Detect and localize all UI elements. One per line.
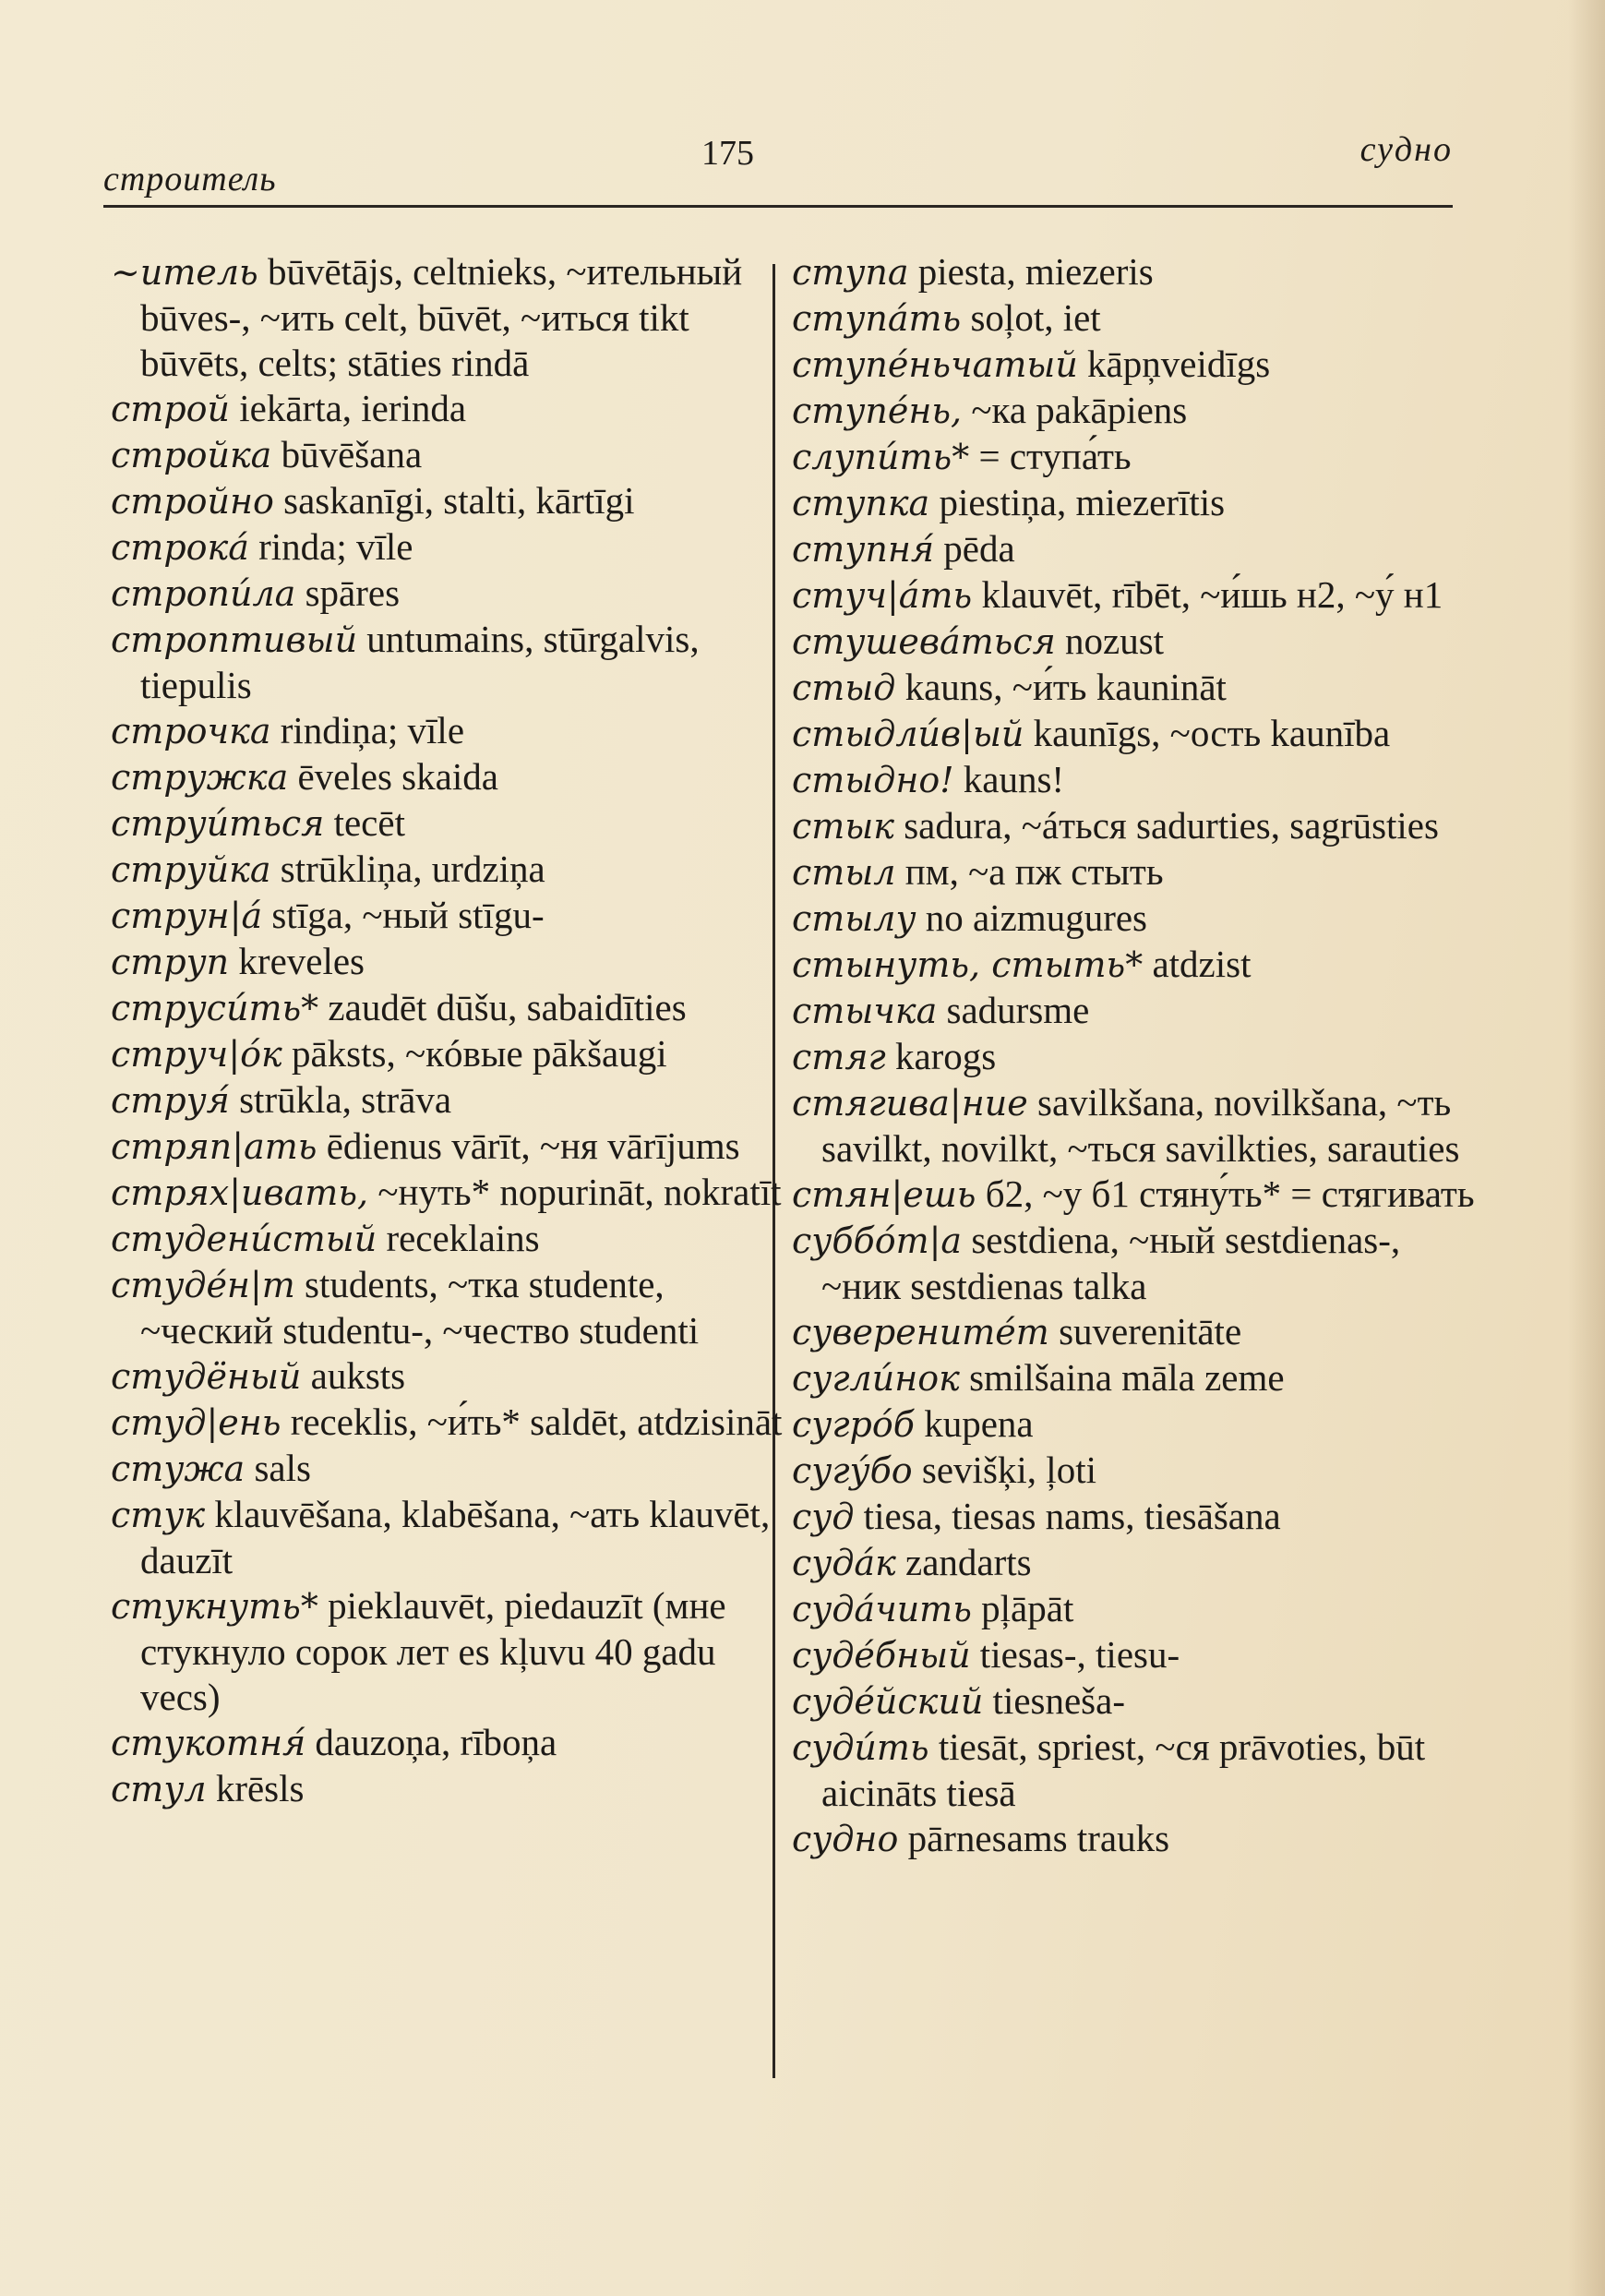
entry-definition: tiesneša-: [983, 1679, 1125, 1722]
entry-definition: kupena: [914, 1402, 1034, 1445]
entry-headword: струси́ть*: [111, 988, 319, 1028]
entry-headword: ступе́нь,: [792, 391, 963, 431]
entry-definition: kreveles: [229, 940, 365, 982]
entry-definition: = ступа́ть: [969, 435, 1132, 477]
entry-headword: стылу: [792, 898, 916, 939]
entry-definition: sadura, ~áться sadurties, sagrūsties: [893, 804, 1439, 847]
entry-headword: стыд: [792, 667, 896, 708]
entry-headword: слупи́ть*: [792, 437, 970, 477]
entry-definition: tiesa, tiesas nams, tiesāšana: [854, 1495, 1281, 1537]
entry-definition: rindiņa; vīle: [270, 709, 465, 751]
dictionary-entry: [792, 388, 1479, 434]
entry-definition: sestdiena, ~ный sestdienas-, ~ник sestdienas talka: [821, 1219, 1401, 1307]
entry-headword: стынуть, стыть*: [792, 944, 1144, 985]
entry-definition: savilkšana, novilkšana, ~ть savilkt, novilkt, ~ться savilkties, sarauties: [821, 1081, 1460, 1170]
entry-definition: б2, ~у б1 стяну́ть* = стягивать: [976, 1172, 1475, 1215]
entry-headword: суде́бный: [792, 1635, 971, 1676]
entry-headword: струп: [111, 942, 230, 982]
entry-definition: rinda; vīle: [248, 525, 413, 568]
entry-headword: стык: [792, 806, 894, 847]
entry-headword: струйка: [111, 849, 271, 890]
entry-definition: kāpņveidīgs: [1077, 343, 1271, 385]
dictionary-entry: [792, 1355, 1479, 1401]
page-number: 175: [701, 134, 754, 173]
entry-definition: tiesas-, tiesu-: [970, 1633, 1180, 1676]
entry-headword: суди́ть: [792, 1727, 929, 1768]
entry-definition: saskanīgi, stalti, kārtīgi: [273, 479, 635, 522]
dictionary-entry: [111, 1124, 794, 1170]
entry-definition: karogs: [885, 1035, 997, 1077]
entry-headword: суд: [792, 1497, 855, 1537]
entry-headword: стукотня́: [111, 1723, 306, 1763]
entry-definition: suverenitāte: [1048, 1310, 1242, 1352]
entry-headword: стушева́ться: [792, 621, 1056, 662]
entry-headword: струн|á: [111, 896, 263, 936]
dictionary-entry: [111, 754, 794, 800]
entry-headword: стрях|ивать,: [111, 1172, 369, 1213]
entry-headword: студе́н|т: [111, 1265, 295, 1305]
entry-headword: ступа: [792, 252, 909, 293]
entry-definition: būvētājs, celtnieks, ~ительный būves-, ~ить celt, būvēt, ~иться tikt būvēts, celts; stāties rindā: [140, 250, 743, 384]
entry-definition: smilšaina māla zeme: [959, 1356, 1285, 1399]
entry-headword: ступка: [792, 483, 930, 523]
entry-headword: судно: [792, 1819, 899, 1859]
entry-definition: kaunīgs, ~ость kaunība: [1024, 712, 1391, 754]
entry-headword: ступе́ньчатый: [792, 344, 1078, 385]
dictionary-entry: [111, 524, 794, 571]
entry-definition: пм, ~а пж стыть: [895, 850, 1164, 893]
entry-headword: суда́чить: [792, 1589, 972, 1629]
dictionary-entry: [111, 1492, 794, 1583]
entry-definition: auksts: [301, 1354, 406, 1397]
entry-headword: струи́ться: [111, 803, 325, 844]
entry-headword: строй: [111, 389, 230, 429]
dictionary-entry: [792, 1172, 1479, 1218]
entry-definition: zandarts: [895, 1541, 1032, 1583]
entry-headword: суда́к: [792, 1543, 896, 1583]
entry-definition: students, ~тка studente, ~ческий studentu-, ~чество studenti: [140, 1263, 700, 1352]
entry-headword: сугу́бо: [792, 1450, 913, 1491]
dictionary-entry: [111, 1446, 794, 1492]
entry-headword: студени́стый: [111, 1219, 377, 1259]
entry-definition: klauvēt, rībēt, ~и́шь н2, ~у́ н1: [972, 573, 1443, 616]
entry-definition: spāres: [295, 571, 401, 614]
entry-headword: стыл: [792, 852, 896, 893]
right-guide-word: судно: [1359, 130, 1453, 169]
dictionary-entry: [792, 1678, 1479, 1725]
dictionary-entry: [792, 1586, 1479, 1632]
entry-definition: būvēšana: [271, 433, 423, 475]
dictionary-entry: [111, 1766, 794, 1812]
entry-headword: стычка: [792, 991, 938, 1031]
entry-definition: pēda: [934, 527, 1015, 570]
entry-headword: ступня́: [792, 529, 935, 570]
dictionary-entry: [792, 434, 1479, 480]
entry-definition: receklis, ~и́ть* saldēt, atdzisināt: [281, 1400, 783, 1443]
dictionary-entry: [111, 249, 794, 386]
dictionary-entry: [111, 617, 794, 708]
entry-headword: стыдли́в|ый: [792, 714, 1024, 754]
entry-definition: soļot, iet: [961, 296, 1101, 339]
entry-definition: pieklauvēt, piedauzīt (мне стукнуло сорок лет es kļuvu 40 gadu vecs): [140, 1584, 726, 1718]
entry-headword: струч|óк: [111, 1034, 282, 1075]
dictionary-entry: [792, 896, 1479, 942]
entry-headword: стук: [111, 1495, 206, 1535]
left-guide-word: строитель: [103, 160, 277, 198]
entry-definition: kauns!: [953, 758, 1065, 800]
dictionary-entry: [792, 849, 1479, 896]
entry-definition: zaudēt dūšu, sabaidīties: [318, 986, 687, 1028]
entry-headword: строчка: [111, 711, 271, 751]
page-header: [103, 120, 1453, 208]
dictionary-entry: [792, 1725, 1479, 1816]
dictionary-entry: [111, 1400, 794, 1446]
entry-headword: струя́: [111, 1080, 230, 1121]
dictionary-entry: [792, 1218, 1479, 1309]
entry-definition: no aizmugures: [916, 896, 1147, 939]
dictionary-entry: [792, 572, 1479, 619]
entry-headword: суверените́т: [792, 1312, 1049, 1352]
dictionary-entry: [792, 1448, 1479, 1494]
entry-headword: стягива|ние: [792, 1083, 1028, 1124]
entry-definition: receklains: [377, 1217, 540, 1259]
entry-headword: ступа́ть: [792, 298, 962, 339]
entry-definition: klauvēšana, klabēšana, ~ать klauvēt, dauzīt: [140, 1493, 771, 1581]
entry-headword: стяг: [792, 1037, 886, 1077]
dictionary-entry: [111, 1216, 794, 1262]
dictionary-entry: [111, 708, 794, 754]
entry-definition: stīga, ~ный stīgu-: [262, 894, 545, 936]
dictionary-entry: [792, 295, 1479, 342]
dictionary-entry: [792, 988, 1479, 1034]
entry-headword: стройка: [111, 435, 272, 475]
entry-headword: ~итель: [111, 252, 258, 293]
dictionary-entry: [792, 480, 1479, 526]
entry-definition: ēdienus vārīt, ~ня vārījums: [317, 1124, 740, 1167]
entry-definition: tiesāt, spriest, ~ся prāvoties, būt aicināts tiesā: [821, 1725, 1426, 1814]
entry-headword: строптивый: [111, 619, 358, 660]
entry-headword: суде́йский: [792, 1681, 984, 1722]
dictionary-entry: [111, 1170, 794, 1216]
entry-definition: pārnesams trauks: [898, 1817, 1170, 1859]
dictionary-entry: [792, 1494, 1479, 1540]
dictionary-entry: [792, 757, 1479, 803]
dictionary-entry: [792, 1401, 1479, 1448]
dictionary-entry: [111, 939, 794, 985]
dictionary-entry: [792, 249, 1479, 295]
entry-headword: студёный: [111, 1356, 302, 1397]
dictionary-entry: [111, 985, 794, 1031]
entry-definition: piesta, miezeris: [908, 250, 1154, 293]
dictionary-entry: [111, 571, 794, 617]
dictionary-entry: [792, 619, 1479, 665]
dictionary-entry: [111, 432, 794, 478]
entry-definition: strūkliņa, urdziņa: [270, 847, 545, 890]
entry-headword: суббóт|а: [792, 1220, 963, 1261]
dictionary-entry: [111, 1353, 794, 1400]
dictionary-entry: [111, 893, 794, 939]
dictionary-entry: [792, 1080, 1479, 1172]
dictionary-entry: [792, 665, 1479, 711]
dictionary-entry: [111, 1031, 794, 1077]
dictionary-entry: [792, 1816, 1479, 1862]
entry-definition: tecēt: [324, 801, 405, 844]
dictionary-entry: [111, 1583, 794, 1720]
dictionary-entry: [792, 711, 1479, 757]
dictionary-entry: [111, 847, 794, 893]
right-column: [792, 249, 1479, 1862]
entry-definition: strūkla, strāva: [229, 1078, 452, 1121]
dictionary-entry: [111, 1262, 794, 1353]
entry-headword: сугрóб: [792, 1404, 915, 1445]
entry-headword: стройно: [111, 481, 274, 522]
entry-headword: стуч|áть: [792, 575, 973, 616]
entry-headword: стул: [111, 1769, 207, 1809]
dictionary-entry: [111, 478, 794, 524]
dictionary-entry: [792, 1034, 1479, 1080]
dictionary-entry: [111, 1720, 794, 1766]
entry-headword: стужа: [111, 1449, 246, 1489]
entry-definition: untumains, stūrgalvis, tiepulis: [140, 618, 700, 706]
dictionary-entry: [792, 1540, 1479, 1586]
dictionary-entry: [111, 800, 794, 847]
dictionary-entry: [792, 803, 1479, 849]
entry-headword: стружка: [111, 757, 289, 798]
entry-definition: pāksts, ~кóвые pākšaugi: [281, 1032, 667, 1075]
entry-headword: строка́: [111, 527, 249, 568]
dictionary-entry: [111, 1077, 794, 1124]
entry-definition: sevišķi, ļoti: [912, 1449, 1096, 1491]
entry-definition: sadursme: [937, 989, 1090, 1031]
entry-definition: iekārta, ierinda: [230, 387, 467, 429]
entry-definition: ēveles skaida: [288, 755, 498, 798]
dictionary-entry: [792, 342, 1479, 388]
dictionary-entry: [792, 526, 1479, 572]
entry-definition: sals: [245, 1447, 311, 1489]
left-column: [111, 249, 794, 1812]
entry-headword: стыдно!: [792, 760, 954, 800]
entry-headword: стряп|ать: [111, 1126, 317, 1167]
entry-definition: ~ка pakāpiens: [962, 389, 1188, 431]
entry-definition: dauzoņa, rīboņa: [305, 1721, 557, 1763]
dictionary-entry: [792, 942, 1479, 988]
dictionary-entry: [792, 1632, 1479, 1678]
entry-definition: piestiņa, miezerītis: [929, 481, 1226, 523]
dictionary-entry: [111, 386, 794, 432]
entry-headword: стукнуть*: [111, 1586, 318, 1627]
entry-headword: стропи́ла: [111, 573, 296, 614]
entry-definition: ~нуть* nopurināt, nokratīt: [368, 1171, 782, 1213]
entry-headword: сугли́нок: [792, 1358, 960, 1399]
entry-definition: nozust: [1055, 619, 1165, 662]
entry-headword: стян|ешь: [792, 1174, 976, 1215]
entry-definition: kauns, ~и́ть kaunināt: [895, 666, 1227, 708]
entry-definition: krēsls: [206, 1767, 305, 1809]
entry-definition: pļāpāt: [971, 1587, 1074, 1629]
dictionary-entry: [792, 1309, 1479, 1355]
entry-definition: atdzist: [1143, 943, 1252, 985]
entry-headword: студ|ень: [111, 1402, 281, 1443]
